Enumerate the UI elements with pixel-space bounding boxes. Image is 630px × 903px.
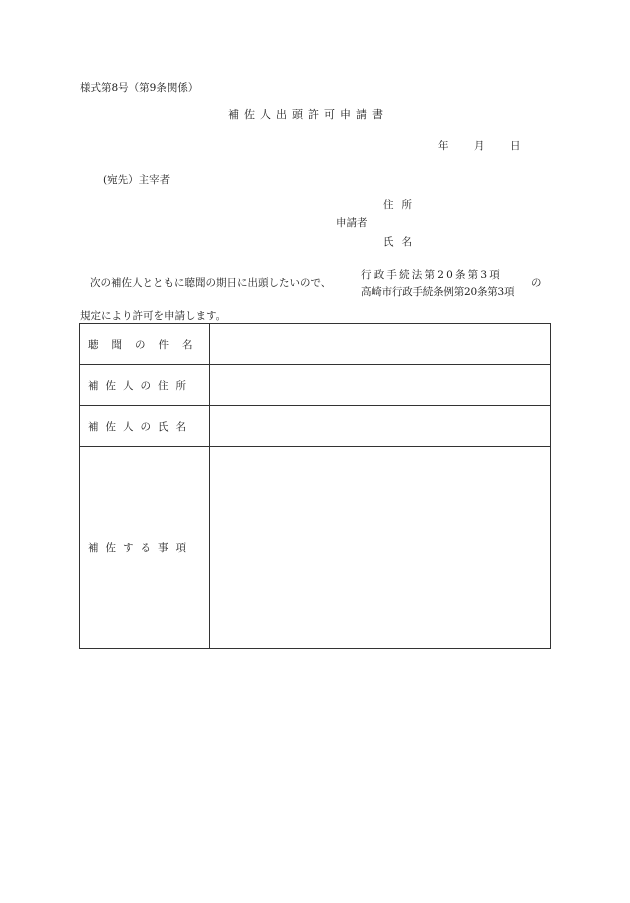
table-row — [80, 406, 551, 447]
field-assistant-name[interactable] — [210, 406, 551, 447]
body-particle: の — [531, 277, 542, 289]
table-row — [80, 447, 551, 649]
applicant-address-label: 住所 — [383, 199, 420, 211]
body-text-line1: 次の補佐人とともに聴聞の期日に出頭したいので、 — [90, 277, 332, 289]
addressee: (宛先）主宰者 — [103, 174, 171, 186]
body-text-line2: 規定により許可を申請します。 — [80, 310, 227, 322]
table-row — [80, 365, 551, 406]
law-option-city: 高崎市行政手続条例第20条第3項 — [361, 286, 515, 298]
field-hearing-subject[interactable] — [210, 324, 551, 365]
row-label-assistant-address: 補佐人の住所 — [80, 365, 210, 406]
application-table — [79, 323, 551, 649]
form-number: 様式第8号（第9条関係） — [80, 82, 199, 94]
field-assistant-address[interactable] — [210, 365, 551, 406]
applicant-name-label: 氏名 — [383, 236, 420, 248]
applicant-label: 申請者 — [336, 217, 368, 229]
row-label-hearing-subject: 聴聞の件名 — [80, 324, 210, 365]
table-row — [80, 324, 551, 365]
document-title: 補佐人出頭許可申請書 — [228, 108, 388, 121]
row-label-assistant-name: 補佐人の氏名 — [80, 406, 210, 447]
date-month-label: 月 — [474, 140, 485, 152]
law-option-national: 行政手続法第20条第3項 — [361, 269, 502, 281]
date-day-label: 日 — [510, 140, 521, 152]
row-label-assisted-matters: 補佐する事項 — [80, 447, 210, 649]
date-year-label: 年 — [438, 140, 449, 152]
field-assisted-matters[interactable] — [210, 447, 551, 649]
date-line — [438, 138, 521, 153]
